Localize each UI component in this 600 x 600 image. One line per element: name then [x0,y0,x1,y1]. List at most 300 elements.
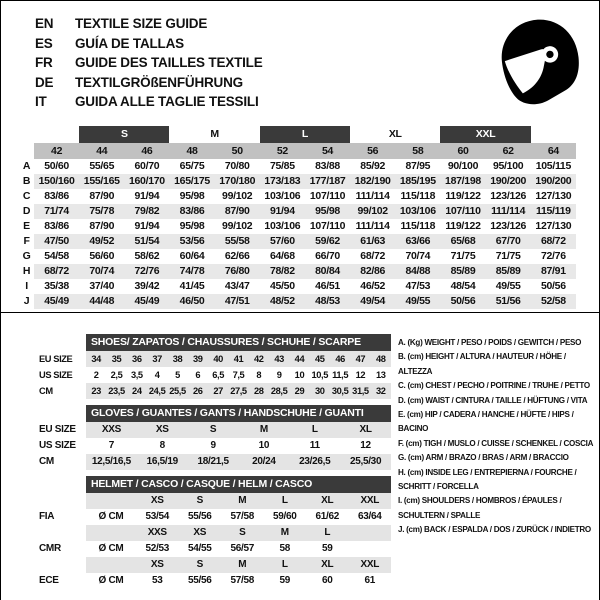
measure-value: 62/66 [224,250,250,262]
size-value: L [289,422,340,438]
measure-row-label: C [22,190,31,202]
measure-value: 165/175 [169,174,214,189]
unit-label: Ø CM [98,575,124,586]
size-value: 10,5 [311,370,329,380]
measure-value: 95/98 [305,204,350,219]
size-value: 44 [289,351,309,367]
measure-value: 58/62 [134,250,160,262]
measure-row [19,174,576,189]
measure-row [19,234,576,249]
measure-value: 83/86 [44,220,69,232]
numeric-size: 54 [305,143,350,159]
size-value: 32 [371,383,391,399]
size-value: 37 [147,351,167,367]
measure-value: 123/126 [490,220,527,232]
helmet-value: 53/54 [145,511,170,522]
section-title: GLOVES / GUANTES / GANTS / HANDSCHUHE / GUANTI [86,405,391,422]
numeric-size: 46 [124,143,169,159]
helmet-value: 59/60 [272,511,297,522]
measure-row [19,159,576,174]
helmet-value: 56/57 [230,543,255,554]
language-code: DE [35,74,54,90]
measure-value: 47/53 [405,280,431,292]
helmet-size-label: XXL [349,493,392,509]
language-code: ES [35,35,53,51]
measure-value: 68/72 [360,250,386,262]
numeric-size: 60 [440,143,485,159]
measure-value: 71/75 [495,250,521,262]
size-group-label: S [79,126,169,143]
size-value: 11 [309,440,320,451]
size-value: 39 [188,351,208,367]
helmet-size-table [31,476,391,589]
measure-value: 60/64 [179,250,205,262]
size-value: 8 [256,370,262,380]
helmet-size-row [31,525,391,541]
measure-row-label: H [22,265,31,277]
measure-value: 45/50 [269,280,295,292]
size-value: 38 [167,351,187,367]
measure-value: 84/88 [395,264,440,279]
measure-value: 111/114 [355,220,390,232]
size-value: 35 [106,351,126,367]
size-value: 2,5 [110,370,123,380]
helmet-size-label: M [264,525,307,541]
size-value: 27 [208,383,228,399]
measure-value: 111/114 [486,204,531,219]
measure-value: 72/76 [540,250,566,262]
size-value: 2 [93,370,99,380]
language-title: GUÍA DE TALLAS [75,35,184,51]
measure-row [19,189,576,204]
language-title: GUIDE DES TAILLES TEXTILE [75,55,263,70]
row-label: CM [31,454,86,470]
measure-value: 45/49 [124,294,169,309]
measure-value: 65/68 [440,234,485,249]
size-value: 6 [195,370,201,380]
language-title: GUIDA ALLE TAGLIE TESSILI [75,94,259,109]
size-value: 24,5 [147,383,167,399]
measure-value: 55/65 [89,160,115,172]
measure-value: 50/56 [540,280,566,292]
helmet-value: 52/53 [145,543,170,554]
legend-item: G. (cm) ARM / BRAZO / BRAS / ARM / BRACCIO [398,452,569,463]
legend-item: B. (cm) HEIGHT / ALTURA / HAUTEUR / HÖHE / ALTEZZA [398,351,566,376]
size-value: 9 [276,370,282,380]
helmet-size-label: L [306,525,349,541]
helmet-size-label: S [179,557,222,573]
measure-value: 119/122 [445,220,481,232]
legend-item: C. (cm) CHEST / PECHO / POITRINE / TRUHE / PETTO [398,380,590,391]
numeric-size: 56 [350,143,395,159]
size-row [31,367,391,383]
legend-item: I. (cm) SHOULDERS / HOMBROS / ÉPAULES / SCHULTERN / SPALLE [398,495,562,520]
size-group-label: L [260,126,350,143]
helmet-value-row [31,509,391,525]
measure-value: 47/50 [34,234,79,249]
measure-row [19,249,576,264]
size-value: 25,5/30 [340,454,391,470]
gloves-size-table [31,405,391,470]
measure-row-label: I [25,280,28,292]
numeric-size: 42 [34,143,79,159]
measure-value: 59/62 [305,234,350,249]
size-value: 48 [371,351,391,367]
measure-value: 87/90 [89,220,115,232]
size-value: 28,5 [269,383,289,399]
helmet-size-label: S [179,493,222,509]
measure-row [19,204,576,219]
helmet-value: 59 [321,543,333,554]
measure-value: 155/165 [79,174,124,189]
measure-value: 65/75 [179,160,205,172]
measure-value: 107/110 [440,204,485,219]
size-value: 12,5/16,5 [86,454,137,470]
measure-value: 82/86 [350,264,395,279]
numeric-size: 62 [486,143,531,159]
measure-row-label: F [23,235,30,247]
measure-value: 50/60 [44,160,69,172]
helmet-size-label: S [221,525,264,541]
size-row [31,438,391,454]
size-value: 46 [330,351,350,367]
measure-value: 160/170 [124,174,169,189]
size-value: 47 [350,351,370,367]
measure-value: 48/54 [450,280,476,292]
size-value: 36 [127,351,147,367]
measurement-legend [398,335,597,537]
helmet-value [349,541,392,557]
size-value: 18/21,5 [188,454,239,470]
size-value: 34 [86,351,106,367]
measure-value: 177/187 [305,174,350,189]
language-code: FR [35,55,53,70]
measure-value: 66/70 [315,250,340,262]
measure-value: 63/66 [395,234,440,249]
measure-value: 170/180 [215,174,260,189]
row-label: EU SIZE [31,422,86,438]
measure-value: 185/195 [395,174,440,189]
size-row [31,351,391,367]
measure-value: 105/115 [535,160,571,172]
measure-value: 52/58 [531,294,576,309]
measure-value: 70/74 [79,264,124,279]
helmet-value: 60 [321,575,333,586]
helmet-value: 61/62 [315,511,340,522]
size-value: 23/26,5 [289,454,340,470]
measure-value: 68/72 [34,264,79,279]
language-row [35,73,263,93]
measure-value: 99/102 [222,190,253,202]
measure-value: 46/50 [169,294,214,309]
measure-value: 95/98 [179,190,205,202]
measure-row-label: E [23,220,30,232]
measure-value: 90/100 [447,160,479,172]
measure-value: 190/200 [531,174,576,189]
helmet-size-label [349,525,392,541]
language-list [35,14,263,112]
measure-value: 127/130 [535,220,572,232]
measure-value: 190/200 [486,174,531,189]
measure-value: 49/52 [79,234,124,249]
size-group-label: M [210,128,219,140]
size-value: 26 [188,383,208,399]
numeric-size: 64 [531,143,576,159]
measure-row [19,219,576,234]
helmet-size-label: XL [306,493,349,509]
standard-label: FIA [31,509,86,525]
measure-value: 39/42 [134,280,160,292]
numeric-size: 50 [215,143,260,159]
measure-value: 70/74 [405,250,431,262]
size-value: 10 [294,370,305,380]
measure-value: 87/90 [215,204,260,219]
row-label-cell [19,143,34,159]
measure-value: 182/190 [350,174,395,189]
measure-value: 79/82 [124,204,169,219]
helmet-size-label: L [264,493,307,509]
measure-value: 44/48 [79,294,124,309]
size-value: XS [137,422,188,438]
measure-value: 45/49 [34,294,79,309]
size-value: 7 [108,440,115,451]
helmet-size-label: M [221,493,264,509]
size-value: 42 [249,351,269,367]
measure-value: 54/58 [44,250,69,262]
measure-value: 60/70 [134,160,160,172]
measure-row-label: G [22,250,31,262]
size-value: 40 [208,351,228,367]
measure-value: 64/68 [269,250,295,262]
measure-row [19,294,576,309]
measure-row [19,264,576,279]
measure-value: 51/54 [124,234,169,249]
helmet-value: 57/58 [230,575,255,586]
size-value: 8 [159,440,165,451]
measure-value: 123/126 [490,190,527,202]
measure-value: 48/52 [260,294,305,309]
size-group-label: XL [388,128,402,140]
spacer-cell [31,493,86,509]
size-value: 16,5/19 [137,454,188,470]
size-value: 7,5 [232,370,245,380]
numeric-size: 48 [169,143,214,159]
helmet-size-row [31,557,391,573]
legend-item: J. (cm) BACK / ESPALDA / DOS / ZURÜCK / INDIETRO [398,524,591,535]
numeric-size-row [19,143,576,159]
legend-item: A. (Kg) WEIGHT / PESO / POIDS / GEWITCH / PESO [398,337,582,347]
legend-item: F. (cm) TIGH / MUSLO / CUISSE / SCHENKEL / COSCIA [398,437,594,448]
measure-value: 78/82 [260,264,305,279]
helmet-value-row [31,573,391,589]
measure-value: 91/94 [260,204,305,219]
measure-value: 91/94 [134,220,160,232]
helmet-value: 55/56 [187,511,212,522]
measure-value: 68/72 [531,234,576,249]
spacer-cell [31,405,86,422]
measure-row [19,279,576,294]
size-value: 30 [310,383,330,399]
language-row [35,92,263,112]
shoes-size-table [31,334,391,399]
size-value: 23,5 [106,383,126,399]
measure-value: 87/90 [89,190,115,202]
size-value: S [188,422,239,438]
helmet-value: 55/56 [187,575,212,586]
section-title-row [31,476,391,493]
measure-value: 56/60 [89,250,115,262]
size-value: 23 [86,383,106,399]
helmet-size-label: XL [306,557,349,573]
helmet-size-label: XS [179,525,222,541]
measure-value: 87/91 [531,264,576,279]
racing-helmet-icon [488,13,588,110]
measure-value: 103/106 [395,204,440,219]
measure-value: 115/118 [400,220,436,232]
helmet-value: 63/64 [357,511,382,522]
language-title: TEXTILE SIZE GUIDE [75,16,208,31]
size-row [31,422,391,438]
measure-value: 35/38 [44,280,69,292]
measure-value: 80/84 [305,264,350,279]
size-group-label: XXL [440,126,530,143]
size-value: 5 [175,370,180,380]
measure-value: 46/51 [315,280,340,292]
size-value: 10 [258,440,270,451]
measure-value: 71/74 [34,204,79,219]
measure-value: 48/53 [305,294,350,309]
language-row [35,14,263,34]
measure-value: 75/78 [79,204,124,219]
row-label: EU SIZE [31,351,86,367]
standard-label: ECE [31,573,86,589]
size-value: 24 [127,383,147,399]
row-label: US SIZE [31,438,86,454]
helmet-value: 57/58 [230,511,255,522]
measure-value: 83/86 [169,204,214,219]
unit-cell [86,557,136,573]
size-value: M [238,422,289,438]
measure-value: 119/122 [445,190,481,202]
measure-value: 75/85 [269,160,295,172]
helmet-size-label: XS [136,557,179,573]
measure-value: 107/110 [309,220,346,232]
measure-value: 91/94 [134,190,160,202]
size-value: XXS [86,422,137,438]
helmet-size-label: XXL [349,557,392,573]
numeric-size: 52 [260,143,305,159]
measure-value: 61/63 [350,234,395,249]
size-value: 3,5 [130,370,143,380]
measure-value: 173/183 [260,174,305,189]
legend-item: H. (cm) INSIDE LEG / ENTREPIERNA / FOURCHE / SCHRITT / FORCELLA [398,466,577,492]
measure-value: 70/80 [224,160,250,172]
helmet-value: 58 [279,543,291,554]
measure-value: 41/45 [179,280,205,292]
measure-value: 103/106 [264,190,301,202]
measure-value: 47/51 [215,294,260,309]
size-row [31,383,391,399]
measure-value: 67/70 [486,234,531,249]
measure-value: 74/78 [169,264,214,279]
measure-value: 72/76 [124,264,169,279]
numeric-size: 58 [395,143,440,159]
measure-value: 57/60 [260,234,305,249]
section-title-row [31,334,391,351]
size-value: 11,5 [332,370,349,380]
size-value: 43 [269,351,289,367]
size-value: 20/24 [238,454,289,470]
spacer-cell [31,334,86,351]
unit-cell [86,493,136,509]
measure-value: 76/80 [215,264,260,279]
size-value: 29 [289,383,309,399]
legend-item: D. (cm) WAIST / CINTURA / TAILLE / HÜFTUNG / VITA [398,394,588,405]
row-label: CM [31,383,86,399]
language-row [35,53,263,73]
measure-value: 95/100 [492,160,524,172]
helmet-size-label: L [264,557,307,573]
unit-cell [86,525,136,541]
measure-value: 95/98 [179,220,205,232]
measure-value: 51/56 [486,294,531,309]
size-value: 6,5 [212,370,224,380]
helmet-value: 53 [151,575,163,586]
measure-value: 150/160 [34,174,79,189]
measure-row-label: A [22,160,31,172]
language-row [35,34,263,54]
measure-value: 111/114 [355,190,390,202]
size-value: 25,5 [167,383,187,399]
main-size-table [19,126,576,309]
measure-value: 115/118 [400,190,436,202]
standard-label: CMR [31,541,86,557]
measure-value: 87/95 [405,160,431,172]
helmet-value: 54/55 [187,543,212,554]
measure-value: 187/198 [440,174,485,189]
helmet-value: 59 [279,575,291,586]
helmet-size-label: XS [136,493,179,509]
measure-value: 85/92 [360,160,386,172]
size-value: 30,5 [330,383,350,399]
measure-value: 55/58 [215,234,260,249]
row-label: US SIZE [31,367,86,383]
measure-value: 83/88 [315,160,340,172]
size-value: 12 [355,370,366,380]
helmet-size-label: M [221,557,264,573]
size-row [31,454,391,470]
size-value: 41 [228,351,248,367]
section-divider [1,312,600,313]
section-title: SHOES/ ZAPATOS / CHAUSSURES / SCHUHE / SCARPE [86,334,391,351]
measure-value: 37/40 [89,280,115,292]
size-value: 9 [210,440,216,451]
measure-value: 49/55 [495,280,521,292]
measure-value: 46/52 [360,280,386,292]
measure-value: 99/102 [350,204,395,219]
size-value: XL [340,422,391,438]
size-value: 27,5 [228,383,248,399]
language-code: IT [35,94,47,109]
measure-value: 85/89 [440,264,485,279]
size-value: 31,5 [350,383,370,399]
helmet-value: 61 [364,575,376,586]
measure-value: 53/56 [169,234,214,249]
measure-value: 83/86 [44,190,69,202]
size-value: 45 [310,351,330,367]
legend-item: E. (cm) HIP / CADERA / HANCHE / HÜFTE / HIPS / BACINO [398,409,574,434]
spacer-cell [31,557,86,573]
